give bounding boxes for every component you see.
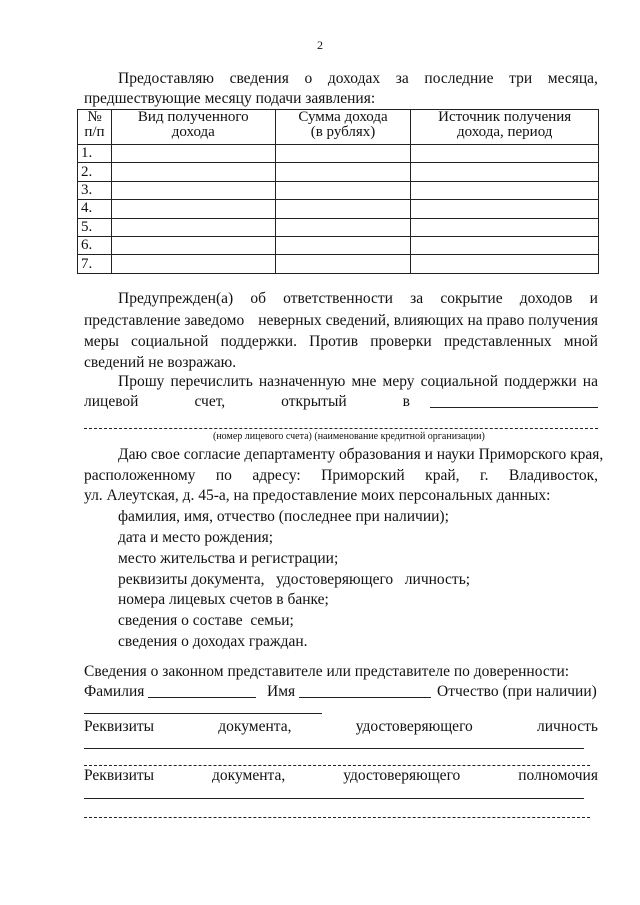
cell-input[interactable] — [111, 200, 275, 218]
warning-line-3 — [84, 333, 598, 351]
table-row — [78, 236, 599, 254]
consent-item: сведения о доходах граждан. — [118, 633, 308, 650]
identity-doc-field-1[interactable] — [84, 748, 584, 749]
identity-doc-field-2[interactable] — [84, 765, 590, 766]
cell-input[interactable] — [275, 163, 411, 181]
patronymic-field[interactable] — [84, 713, 322, 714]
header-number: № п/п — [78, 110, 112, 145]
table-row — [78, 218, 599, 236]
row-number: 1. — [78, 145, 112, 163]
cell-input[interactable] — [411, 218, 599, 236]
table-row — [78, 200, 599, 218]
row-number: 4. — [78, 200, 112, 218]
consent-item: реквизиты документа, удостоверяющего личность; — [118, 571, 471, 588]
cell-input[interactable] — [111, 255, 275, 273]
authority-doc-field-1[interactable] — [84, 798, 584, 799]
word: Прошу — [118, 373, 165, 390]
row-number: 3. — [78, 181, 112, 199]
consent-item: фамилия, имя, отчество (последнее при наличии); — [118, 508, 449, 525]
consent-line-1: Даю свое согласие департаменту образования и науки Приморского края, — [118, 446, 604, 463]
cell-input[interactable] — [111, 236, 275, 254]
cell-input[interactable] — [111, 145, 275, 163]
header-income-type: Вид полученного дохода — [111, 110, 275, 145]
word: назначенную — [258, 373, 346, 390]
consent-line-2 — [84, 467, 598, 485]
cell-input[interactable] — [411, 236, 599, 254]
cell-input[interactable] — [275, 255, 411, 273]
intro-line-2: предшествующие месяцу подачи заявления: — [84, 90, 376, 107]
warning-line-4: сведений не возражаю. — [84, 354, 237, 371]
word: представленных — [443, 333, 552, 350]
table-row — [78, 163, 599, 181]
authority-doc-line — [84, 767, 598, 785]
word: открытый — [281, 393, 347, 410]
word: полномочия — [518, 767, 598, 784]
word: счет, — [194, 393, 226, 410]
word: поддержки. — [220, 333, 297, 350]
warning-line-2 — [84, 312, 598, 330]
surname-label: Фамилия — [84, 683, 145, 700]
word: поддержки — [504, 373, 577, 390]
transfer-caption: (номер лицевого счета) (наименование кредитной организации) — [213, 431, 485, 442]
identity-doc-line — [84, 718, 598, 736]
header-income-amount: Сумма дохода (в рублях) — [275, 110, 411, 145]
warning-line-1 — [118, 290, 598, 308]
row-number: 6. — [78, 236, 112, 254]
word: лицевой — [84, 393, 139, 410]
table-row — [78, 145, 599, 163]
cell-input[interactable] — [275, 200, 411, 218]
word: Против — [309, 333, 359, 350]
cell-input[interactable] — [111, 163, 275, 181]
word: меру — [382, 373, 415, 390]
word: ответственности — [283, 290, 393, 307]
word: Предоставляю — [118, 70, 214, 87]
transfer-line-1 — [118, 373, 598, 391]
word: удостоверяющего — [343, 767, 461, 784]
consent-item: дата и место рождения; — [118, 529, 274, 546]
word: за — [410, 290, 424, 307]
word: расположенному — [84, 467, 196, 484]
row-number: 7. — [78, 255, 112, 273]
consent-item: номера лицевых счетов в банке; — [118, 591, 329, 608]
consent-item: место жительства и регистрации; — [118, 550, 339, 567]
patronymic-label: Отчество (при наличии) — [437, 683, 597, 700]
word: документа, — [218, 718, 292, 735]
name-field[interactable] — [299, 697, 431, 698]
word: Приморский — [321, 467, 405, 484]
word: сведения — [229, 70, 289, 87]
surname-field[interactable] — [148, 697, 256, 698]
word: об — [250, 290, 266, 307]
cell-input[interactable] — [411, 200, 599, 218]
word: за — [395, 70, 409, 87]
word: личность — [537, 718, 598, 735]
header-income-source: Источник получения дохода, период — [411, 110, 599, 145]
word: сокрытие — [440, 290, 503, 307]
cell-input[interactable] — [411, 163, 599, 181]
cell-input[interactable] — [111, 218, 275, 236]
word: г. — [479, 467, 489, 484]
word: три — [509, 70, 533, 87]
word: документа, — [212, 767, 286, 784]
cell-input[interactable] — [275, 145, 411, 163]
word: доходах — [327, 70, 381, 87]
word: проверки — [370, 333, 432, 350]
page-number: 2 — [317, 38, 323, 52]
word: мне — [351, 373, 377, 390]
word: и — [589, 290, 598, 307]
word: край, — [425, 467, 460, 484]
table-row — [78, 255, 599, 273]
consent-item: сведения о составе семьи; — [118, 612, 294, 629]
cell-input[interactable] — [275, 218, 411, 236]
word: на — [582, 373, 598, 390]
word: неверных сведений, влияющих на право получения — [258, 312, 598, 329]
cell-input[interactable] — [111, 181, 275, 199]
word: Предупрежден(а) — [118, 290, 234, 307]
cell-input[interactable] — [411, 145, 599, 163]
cell-input[interactable] — [411, 181, 599, 199]
table-header-row — [78, 110, 599, 145]
word: Реквизиты — [84, 718, 155, 735]
word: представление заведомо — [84, 312, 245, 329]
cell-input[interactable] — [275, 236, 411, 254]
word: доходов — [519, 290, 573, 307]
representative-heading: Сведения о законном представителе или представителе по доверенности: — [84, 663, 570, 680]
row-number: 5. — [78, 218, 112, 236]
word: по — [215, 467, 232, 484]
intro-line-1 — [118, 70, 598, 88]
cell-input[interactable] — [275, 181, 411, 199]
row-number: 2. — [78, 163, 112, 181]
account-number-field[interactable] — [84, 428, 598, 429]
word: последние — [424, 70, 494, 87]
word: социальной — [420, 373, 499, 390]
word: мной — [563, 333, 598, 350]
word: о — [304, 70, 313, 87]
authority-doc-field-2[interactable] — [84, 817, 590, 818]
word: в — [402, 393, 410, 410]
word: Владивосток, — [508, 467, 598, 484]
table-row — [78, 181, 599, 199]
income-table — [77, 109, 599, 274]
bank-name-field[interactable] — [430, 407, 598, 408]
consent-line-3: ул. Алеутская, д. 45-а, на предоставление моих персональных данных: — [84, 487, 551, 504]
word: меры — [84, 333, 119, 350]
word: удостоверяющего — [355, 718, 473, 735]
word: социальной — [131, 333, 209, 350]
word: перечислить — [170, 373, 253, 390]
word: Реквизиты — [84, 767, 155, 784]
word: адресу: — [252, 467, 301, 484]
transfer-line-2 — [84, 393, 410, 411]
name-label: Имя — [267, 683, 296, 700]
word: месяца, — [547, 70, 598, 87]
cell-input[interactable] — [411, 255, 599, 273]
